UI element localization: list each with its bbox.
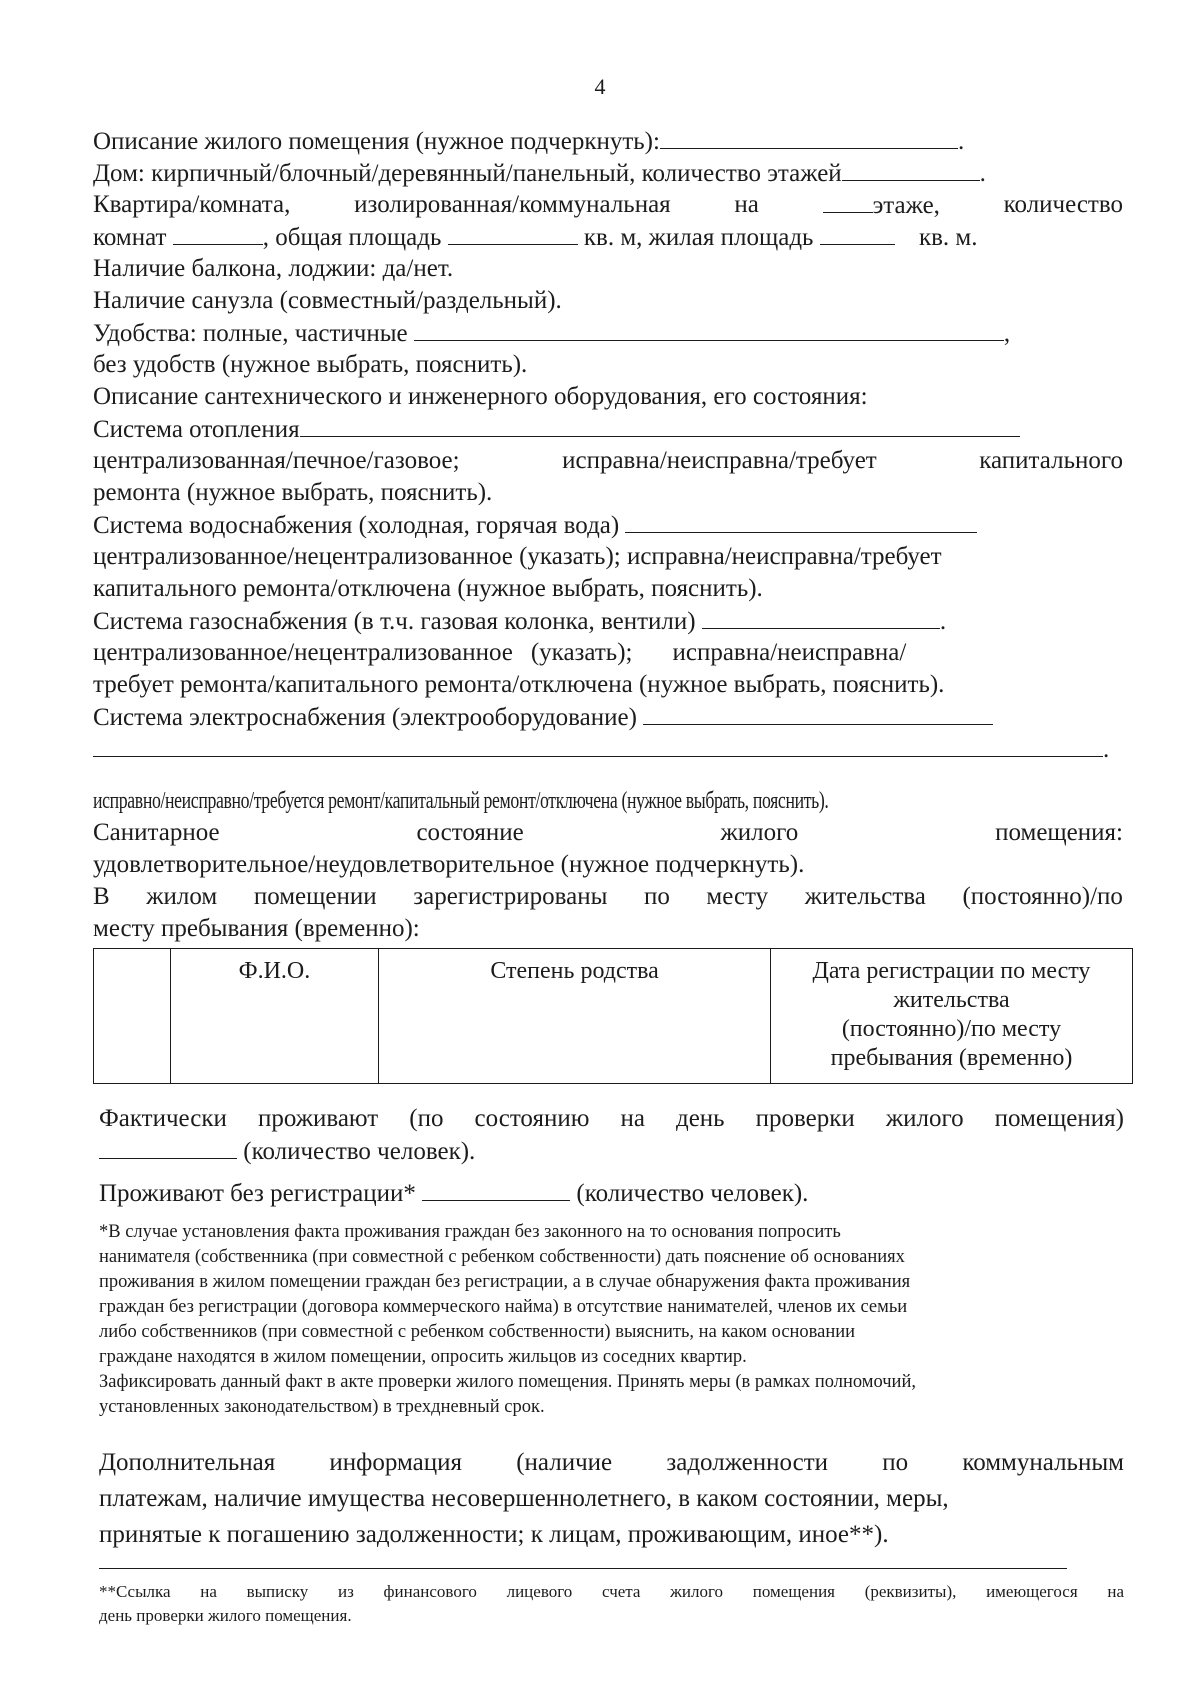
people-count-line: (количество человек). bbox=[99, 1136, 1129, 1167]
blank-field[interactable] bbox=[702, 606, 940, 629]
registered-line: В жилом помещении зарегистрированы по месту жительства (постоянно)/по bbox=[93, 883, 1123, 910]
blank-field[interactable] bbox=[448, 222, 578, 245]
rooms-area-line: комнат , общая площадь кв. м, жилая площадь кв. м. bbox=[93, 224, 978, 251]
table-row bbox=[94, 949, 1133, 1084]
balcony-line: Наличие балкона, лоджии: да/нет. bbox=[93, 255, 454, 282]
blank-field[interactable] bbox=[414, 318, 1004, 341]
registration-table bbox=[93, 948, 1133, 1084]
electric-system-line: Система электроснабжения (электрооборудование) bbox=[93, 702, 1123, 733]
electric-options-line: исправно/неисправно/требуется ремонт/капитальный ремонт/отключена (нужное выбрать, пояснить). bbox=[93, 788, 829, 814]
blank-field[interactable] bbox=[842, 158, 980, 181]
table-header-fio: Ф.И.О. bbox=[170, 949, 378, 1084]
blank-field[interactable] bbox=[660, 126, 958, 149]
footnote-unregistered: *В случае установления факта проживания граждан без законного на то основания попросить нанимателя (собственника (при совместной с ребенком собственности) дать пояснение об основаниях проживания в жилом помещении граждан без регистрации, а в случае обнаружения факта проживания граждан без регистрации (договора коммерческого найма) в отсутствие нанимателей, членов их семьи либо собственников (при совместной с ребенком собственности) выяснить, на каком основании граждане находятся в жилом помещении, опросить жильцов из соседних квартир. Зафиксировать данный факт в акте проверки жилого помещения. Принять меры (в рамках полномочий, установленных законодательством) в трехдневный срок. bbox=[99, 1222, 916, 1417]
house-type-line: Дом: кирпичный/блочный/деревянный/панельный, количество этажей . bbox=[93, 160, 986, 187]
bathroom-line: Наличие санузла (совместный/раздельный). bbox=[93, 287, 562, 314]
blank-field[interactable] bbox=[173, 222, 263, 245]
footnote-separator bbox=[99, 1568, 1067, 1569]
blank-field[interactable] bbox=[820, 222, 895, 245]
unregistered-line: Проживают без регистрации* (количество человек). bbox=[99, 1180, 809, 1207]
water-system-line: Система водоснабжения (холодная, горячая вода) bbox=[93, 510, 1123, 541]
water-options-line: централизованное/нецентрализованное (указать); исправна/неисправна/требует bbox=[93, 543, 942, 570]
no-amenities-line: без удобств (нужное выбрать, пояснить). bbox=[93, 351, 528, 378]
blank-field[interactable] bbox=[823, 190, 873, 213]
actually-living-line: Фактически проживают (по состоянию на день проверки жилого помещения) bbox=[99, 1105, 1124, 1132]
water-repair-line: капитального ремонта/отключена (нужное выбрать, пояснить). bbox=[93, 575, 763, 602]
table-header-relation: Степень родства bbox=[379, 949, 771, 1084]
table-cell-number[interactable] bbox=[94, 949, 171, 1084]
blank-field[interactable] bbox=[99, 1136, 237, 1159]
apartment-line: Квартира/комната, изолированная/коммунальная на этаже, количество bbox=[93, 191, 1123, 219]
sanitary-options-line: удовлетворительное/неудовлетворительное (нужное подчеркнуть). bbox=[93, 851, 805, 878]
gas-repair-line: требует ремонта/капитального ремонта/отключена (нужное выбрать, пояснить). bbox=[93, 671, 945, 698]
table-header-date: Дата регистрации по месту жительства (постоянно)/по месту пребывания (временно) bbox=[770, 949, 1132, 1084]
housing-description-line: Описание жилого помещения (нужное подчеркнуть): . bbox=[93, 128, 965, 155]
gas-system-line: Система газоснабжения (в т.ч. газовая колонка, вентили) . bbox=[93, 608, 947, 635]
footnote-reference: **Ссылка на выписку из финансового лицевого счета жилого помещения (реквизиты), имеющегося на день проверки жилого помещения. bbox=[99, 1582, 1124, 1625]
heating-system-line: Система отопления bbox=[93, 414, 1123, 445]
additional-info-line-2: платежам, наличие имущества несовершеннолетнего, в каком состоянии, меры, bbox=[99, 1485, 949, 1512]
heating-repair-line: ремонта (нужное выбрать, пояснить). bbox=[93, 479, 493, 506]
amenities-line: Удобства: полные, частичные , bbox=[93, 320, 1011, 347]
additional-info-line: Дополнительная информация (наличие задолженности по коммунальным bbox=[99, 1449, 1124, 1476]
page-number: 4 bbox=[594, 74, 606, 99]
additional-info-line-3: принятые к погашению задолженности; к лицам, проживающим, иное**). bbox=[99, 1521, 889, 1548]
gas-options-line: централизованное/нецентрализованное (указать); исправна/неисправна/ bbox=[93, 639, 907, 666]
heating-options-line: централизованная/печное/газовое; исправна/неисправна/требует капитального bbox=[93, 447, 1123, 474]
equipment-description-line: Описание сантехнического и инженерного оборудования, его состояния: bbox=[93, 383, 868, 410]
blank-field[interactable] bbox=[625, 510, 977, 533]
sanitary-state-line: Санитарное состояние жилого помещения: bbox=[93, 819, 1123, 846]
blank-field[interactable] bbox=[93, 734, 1103, 757]
blank-field[interactable] bbox=[300, 414, 1020, 437]
stay-place-line: месту пребывания (временно): bbox=[93, 915, 420, 942]
electric-blank-line: . bbox=[93, 734, 1123, 765]
blank-field[interactable] bbox=[643, 702, 993, 725]
blank-field[interactable] bbox=[422, 1178, 570, 1201]
